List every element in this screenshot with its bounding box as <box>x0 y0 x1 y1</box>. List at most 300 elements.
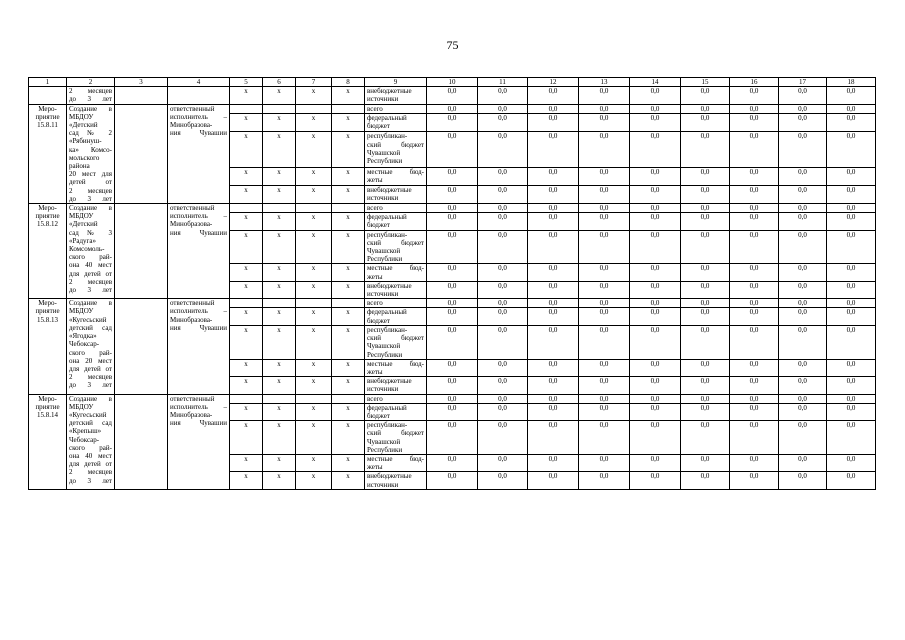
measure-id-cell: Меро- приятие 15.8.13 <box>29 299 67 394</box>
amount-cell: 0,0 <box>779 299 827 308</box>
amount-cell: 0,0 <box>427 230 478 264</box>
amount-cell: 0,0 <box>730 104 779 114</box>
amount-cell: 0,0 <box>630 472 681 489</box>
code-cell-x: х <box>332 454 365 471</box>
code-cell-x: х <box>332 421 365 455</box>
code-cell-x: х <box>332 308 365 325</box>
code-cell-x: х <box>332 281 365 298</box>
amount-cell: 0,0 <box>827 104 876 114</box>
amount-cell: 0,0 <box>779 394 827 403</box>
amount-cell: 0,0 <box>730 359 779 376</box>
amount-cell: 0,0 <box>779 403 827 420</box>
amount-cell: 0,0 <box>681 213 730 230</box>
code-cell-x: х <box>230 132 263 167</box>
amount-cell: 0,0 <box>478 403 528 420</box>
amount-cell: 0,0 <box>779 167 827 185</box>
amount-cell: 0,0 <box>579 421 630 455</box>
amount-cell: 0,0 <box>681 167 730 185</box>
amount-cell: 0,0 <box>579 264 630 281</box>
source-cell: республикан- ский бюджет Чувашской Республики <box>365 230 427 264</box>
code-cell-x: х <box>332 185 365 203</box>
amount-cell: 0,0 <box>827 325 876 359</box>
amount-cell: 0,0 <box>630 132 681 167</box>
source-cell: республикан- ский бюджет Чувашской Республики <box>365 132 427 167</box>
amount-cell: 0,0 <box>478 185 528 203</box>
executor-cell: ответственный исполнитель – Минобразова- ния Чувашии <box>168 394 230 489</box>
code-cell-x: х <box>230 359 263 376</box>
amount-cell: 0,0 <box>630 299 681 308</box>
code-cell-empty <box>263 394 296 403</box>
amount-cell: 0,0 <box>427 299 478 308</box>
executor-cell <box>168 87 230 104</box>
amount-cell: 0,0 <box>427 454 478 471</box>
amount-cell: 0,0 <box>730 308 779 325</box>
code-cell-x: х <box>332 359 365 376</box>
amount-cell: 0,0 <box>427 403 478 420</box>
code-cell-x: х <box>230 325 263 359</box>
amount-cell: 0,0 <box>528 230 579 264</box>
code-cell-empty <box>263 204 296 213</box>
amount-cell: 0,0 <box>779 325 827 359</box>
amount-cell: 0,0 <box>827 403 876 420</box>
amount-cell: 0,0 <box>630 230 681 264</box>
code-cell-x: х <box>230 114 263 132</box>
empty-cell <box>115 299 168 394</box>
source-cell: внебюджетные источники <box>365 281 427 298</box>
amount-cell: 0,0 <box>528 114 579 132</box>
code-cell-x: х <box>230 281 263 298</box>
amount-cell: 0,0 <box>427 394 478 403</box>
source-cell: внебюджетные источники <box>365 87 427 104</box>
code-cell-x: х <box>263 454 296 471</box>
code-cell-empty <box>263 299 296 308</box>
amount-cell: 0,0 <box>730 114 779 132</box>
column-header-8: 8 <box>332 78 365 87</box>
amount-cell: 0,0 <box>528 359 579 376</box>
amount-cell: 0,0 <box>579 403 630 420</box>
amount-cell: 0,0 <box>528 394 579 403</box>
code-cell-x: х <box>263 472 296 489</box>
page-number: 75 <box>446 38 459 52</box>
amount-cell: 0,0 <box>730 204 779 213</box>
amount-cell: 0,0 <box>478 394 528 403</box>
amount-cell: 0,0 <box>827 167 876 185</box>
amount-cell: 0,0 <box>827 394 876 403</box>
amount-cell: 0,0 <box>630 167 681 185</box>
amount-cell: 0,0 <box>827 359 876 376</box>
amount-cell: 0,0 <box>579 104 630 114</box>
code-cell-x: х <box>296 308 332 325</box>
empty-cell <box>115 204 168 299</box>
amount-cell: 0,0 <box>681 403 730 420</box>
amount-cell: 0,0 <box>478 454 528 471</box>
code-cell-x: х <box>263 377 296 394</box>
code-cell-x: х <box>296 213 332 230</box>
code-cell-x: х <box>296 87 332 104</box>
column-header-3: 3 <box>115 78 168 87</box>
column-header-15: 15 <box>681 78 730 87</box>
amount-cell: 0,0 <box>681 325 730 359</box>
amount-cell: 0,0 <box>779 359 827 376</box>
amount-cell: 0,0 <box>630 308 681 325</box>
amount-cell: 0,0 <box>427 87 478 104</box>
amount-cell: 0,0 <box>730 264 779 281</box>
amount-cell: 0,0 <box>630 281 681 298</box>
amount-cell: 0,0 <box>730 185 779 203</box>
code-cell-empty <box>332 204 365 213</box>
amount-cell: 0,0 <box>730 132 779 167</box>
code-cell-empty <box>263 104 296 114</box>
amount-cell: 0,0 <box>681 394 730 403</box>
measure-id-cell: Меро- приятие 15.8.12 <box>29 204 67 299</box>
amount-cell: 0,0 <box>779 104 827 114</box>
amount-cell: 0,0 <box>630 104 681 114</box>
amount-cell: 0,0 <box>528 377 579 394</box>
column-header-17: 17 <box>779 78 827 87</box>
amount-cell: 0,0 <box>478 472 528 489</box>
code-cell-empty <box>296 299 332 308</box>
amount-cell: 0,0 <box>427 377 478 394</box>
code-cell-x: х <box>263 213 296 230</box>
measure-id-cell: Меро- приятие 15.8.11 <box>29 104 67 203</box>
source-cell: всего <box>365 204 427 213</box>
amount-cell: 0,0 <box>579 87 630 104</box>
amount-cell: 0,0 <box>427 114 478 132</box>
code-cell-x: х <box>332 325 365 359</box>
measure-description-cell: Создание в МБДОУ «Детский сад № 2 «Рябинуш- ка» Комсо- мольского района 20 мест для детей от 2 месяцев до 3 лет <box>67 104 115 203</box>
column-header-12: 12 <box>528 78 579 87</box>
source-cell: всего <box>365 394 427 403</box>
executor-cell: ответственный исполнитель – Минобразова- ния Чувашии <box>168 204 230 299</box>
amount-cell: 0,0 <box>579 454 630 471</box>
amount-cell: 0,0 <box>478 325 528 359</box>
column-header-11: 11 <box>478 78 528 87</box>
code-cell-x: х <box>263 87 296 104</box>
amount-cell: 0,0 <box>528 132 579 167</box>
code-cell-x: х <box>296 185 332 203</box>
amount-cell: 0,0 <box>478 114 528 132</box>
code-cell-x: х <box>332 87 365 104</box>
amount-cell: 0,0 <box>579 299 630 308</box>
code-cell-empty <box>230 299 263 308</box>
amount-cell: 0,0 <box>478 264 528 281</box>
amount-cell: 0,0 <box>779 472 827 489</box>
code-cell-x: х <box>263 325 296 359</box>
amount-cell: 0,0 <box>579 204 630 213</box>
amount-cell: 0,0 <box>579 132 630 167</box>
amount-cell: 0,0 <box>478 87 528 104</box>
source-cell: всего <box>365 104 427 114</box>
code-cell-x: х <box>263 230 296 264</box>
code-cell-x: х <box>332 167 365 185</box>
amount-cell: 0,0 <box>630 185 681 203</box>
column-header-18: 18 <box>827 78 876 87</box>
amount-cell: 0,0 <box>827 299 876 308</box>
amount-cell: 0,0 <box>681 132 730 167</box>
table-row <box>29 299 876 308</box>
amount-cell: 0,0 <box>427 167 478 185</box>
amount-cell: 0,0 <box>579 325 630 359</box>
amount-cell: 0,0 <box>681 377 730 394</box>
amount-cell: 0,0 <box>779 132 827 167</box>
column-header-9: 9 <box>365 78 427 87</box>
amount-cell: 0,0 <box>478 299 528 308</box>
amount-cell: 0,0 <box>779 87 827 104</box>
amount-cell: 0,0 <box>779 213 827 230</box>
amount-cell: 0,0 <box>681 185 730 203</box>
amount-cell: 0,0 <box>579 472 630 489</box>
code-cell-x: х <box>263 308 296 325</box>
code-cell-x: х <box>332 132 365 167</box>
amount-cell: 0,0 <box>827 281 876 298</box>
amount-cell: 0,0 <box>827 114 876 132</box>
amount-cell: 0,0 <box>579 308 630 325</box>
amount-cell: 0,0 <box>427 264 478 281</box>
amount-cell: 0,0 <box>827 454 876 471</box>
code-cell-x: х <box>332 114 365 132</box>
code-cell-x: х <box>230 403 263 420</box>
executor-cell: ответственный исполнитель – Минобразова- ния Чувашии <box>168 104 230 203</box>
source-cell: внебюджетные источники <box>365 377 427 394</box>
amount-cell: 0,0 <box>681 104 730 114</box>
source-cell: местные бюд- жеты <box>365 454 427 471</box>
amount-cell: 0,0 <box>779 308 827 325</box>
code-cell-x: х <box>230 377 263 394</box>
code-cell-x: х <box>230 454 263 471</box>
amount-cell: 0,0 <box>827 204 876 213</box>
code-cell-x: х <box>230 472 263 489</box>
amount-cell: 0,0 <box>630 325 681 359</box>
code-cell-x: х <box>296 167 332 185</box>
amount-cell: 0,0 <box>528 308 579 325</box>
amount-cell: 0,0 <box>827 185 876 203</box>
amount-cell: 0,0 <box>427 204 478 213</box>
source-cell: республикан- ский бюджет Чувашской Республики <box>365 421 427 455</box>
amount-cell: 0,0 <box>827 264 876 281</box>
amount-cell: 0,0 <box>528 204 579 213</box>
amount-cell: 0,0 <box>528 403 579 420</box>
table-row <box>29 394 876 403</box>
amount-cell: 0,0 <box>681 281 730 298</box>
amount-cell: 0,0 <box>681 308 730 325</box>
source-cell: всего <box>365 299 427 308</box>
amount-cell: 0,0 <box>681 264 730 281</box>
amount-cell: 0,0 <box>478 421 528 455</box>
amount-cell: 0,0 <box>427 213 478 230</box>
empty-cell <box>115 87 168 104</box>
code-cell-x: х <box>296 472 332 489</box>
amount-cell: 0,0 <box>681 114 730 132</box>
amount-cell: 0,0 <box>427 359 478 376</box>
amount-cell: 0,0 <box>478 213 528 230</box>
source-cell: внебюджетные источники <box>365 185 427 203</box>
amount-cell: 0,0 <box>630 264 681 281</box>
measure-description-cell: Создание в МБДОУ «Кугесьский детский сад «Ягодка» Чебоксар- ского рай- она 20 мест для детей от 2 месяцев до 3 лет <box>67 299 115 394</box>
amount-cell: 0,0 <box>630 359 681 376</box>
amount-cell: 0,0 <box>579 230 630 264</box>
amount-cell: 0,0 <box>478 308 528 325</box>
amount-cell: 0,0 <box>528 185 579 203</box>
code-cell-x: х <box>230 264 263 281</box>
measure-description-cell: Создание в МБДОУ «Детский сад № 3 «Радуга» Комсомоль- ского рай- она 40 мест для детей от 2 месяцев до 3 лет <box>67 204 115 299</box>
source-cell: местные бюд- жеты <box>365 167 427 185</box>
code-cell-x: х <box>296 281 332 298</box>
amount-cell: 0,0 <box>579 359 630 376</box>
code-cell-x: х <box>263 167 296 185</box>
code-cell-x: х <box>332 213 365 230</box>
table-row <box>29 204 876 213</box>
amount-cell: 0,0 <box>827 308 876 325</box>
code-cell-empty <box>296 394 332 403</box>
measure-description-cell: 2 месяцев до 3 лет <box>67 87 115 104</box>
code-cell-x: х <box>296 454 332 471</box>
amount-cell: 0,0 <box>730 472 779 489</box>
amount-cell: 0,0 <box>779 421 827 455</box>
amount-cell: 0,0 <box>827 421 876 455</box>
amount-cell: 0,0 <box>630 213 681 230</box>
program-table <box>28 77 876 490</box>
source-cell: местные бюд- жеты <box>365 359 427 376</box>
amount-cell: 0,0 <box>630 377 681 394</box>
source-cell: местные бюд- жеты <box>365 264 427 281</box>
amount-cell: 0,0 <box>478 167 528 185</box>
amount-cell: 0,0 <box>827 87 876 104</box>
amount-cell: 0,0 <box>681 472 730 489</box>
amount-cell: 0,0 <box>827 132 876 167</box>
column-header-1: 1 <box>29 78 67 87</box>
amount-cell: 0,0 <box>730 325 779 359</box>
code-cell-empty <box>332 104 365 114</box>
code-cell-x: х <box>296 114 332 132</box>
column-header-10: 10 <box>427 78 478 87</box>
amount-cell: 0,0 <box>528 325 579 359</box>
amount-cell: 0,0 <box>730 454 779 471</box>
amount-cell: 0,0 <box>579 394 630 403</box>
amount-cell: 0,0 <box>681 359 730 376</box>
amount-cell: 0,0 <box>779 204 827 213</box>
code-cell-x: х <box>296 230 332 264</box>
amount-cell: 0,0 <box>427 472 478 489</box>
column-header-16: 16 <box>730 78 779 87</box>
amount-cell: 0,0 <box>579 114 630 132</box>
measure-description-cell: Создание в МБДОУ «Кугесьский детский сад «Крепыш» Чебоксар- ского рай- она 40 мест для детей от 2 месяцев до 3 лет <box>67 394 115 489</box>
measure-id-cell: Меро- приятие 15.8.14 <box>29 394 67 489</box>
amount-cell: 0,0 <box>478 377 528 394</box>
code-cell-x: х <box>332 377 365 394</box>
code-cell-x: х <box>332 264 365 281</box>
amount-cell: 0,0 <box>528 299 579 308</box>
amount-cell: 0,0 <box>427 325 478 359</box>
amount-cell: 0,0 <box>427 185 478 203</box>
column-header-13: 13 <box>579 78 630 87</box>
amount-cell: 0,0 <box>630 204 681 213</box>
amount-cell: 0,0 <box>681 87 730 104</box>
column-header-4: 4 <box>168 78 230 87</box>
source-cell: федеральный бюджет <box>365 403 427 420</box>
amount-cell: 0,0 <box>779 281 827 298</box>
amount-cell: 0,0 <box>579 213 630 230</box>
code-cell-x: х <box>263 185 296 203</box>
amount-cell: 0,0 <box>681 204 730 213</box>
table-row <box>29 87 876 104</box>
amount-cell: 0,0 <box>478 281 528 298</box>
amount-cell: 0,0 <box>528 472 579 489</box>
amount-cell: 0,0 <box>730 87 779 104</box>
code-cell-x: х <box>263 281 296 298</box>
amount-cell: 0,0 <box>528 421 579 455</box>
amount-cell: 0,0 <box>528 167 579 185</box>
amount-cell: 0,0 <box>528 213 579 230</box>
table-body <box>29 87 876 490</box>
amount-cell: 0,0 <box>827 213 876 230</box>
amount-cell: 0,0 <box>579 167 630 185</box>
amount-cell: 0,0 <box>730 394 779 403</box>
code-cell-x: х <box>296 421 332 455</box>
amount-cell: 0,0 <box>427 308 478 325</box>
code-cell-x: х <box>296 359 332 376</box>
amount-cell: 0,0 <box>579 281 630 298</box>
amount-cell: 0,0 <box>730 421 779 455</box>
code-cell-empty <box>230 204 263 213</box>
code-cell-empty <box>332 299 365 308</box>
amount-cell: 0,0 <box>779 377 827 394</box>
code-cell-empty <box>296 204 332 213</box>
amount-cell: 0,0 <box>427 281 478 298</box>
code-cell-empty <box>230 394 263 403</box>
amount-cell: 0,0 <box>681 230 730 264</box>
code-cell-x: х <box>296 325 332 359</box>
amount-cell: 0,0 <box>779 230 827 264</box>
amount-cell: 0,0 <box>478 132 528 167</box>
column-header-6: 6 <box>263 78 296 87</box>
code-cell-x: х <box>296 377 332 394</box>
amount-cell: 0,0 <box>630 87 681 104</box>
amount-cell: 0,0 <box>427 132 478 167</box>
amount-cell: 0,0 <box>478 204 528 213</box>
amount-cell: 0,0 <box>730 403 779 420</box>
code-cell-x: х <box>296 403 332 420</box>
amount-cell: 0,0 <box>427 104 478 114</box>
code-cell-empty <box>230 104 263 114</box>
amount-cell: 0,0 <box>630 394 681 403</box>
empty-cell <box>115 394 168 489</box>
amount-cell: 0,0 <box>528 281 579 298</box>
amount-cell: 0,0 <box>730 281 779 298</box>
code-cell-x: х <box>230 421 263 455</box>
amount-cell: 0,0 <box>579 377 630 394</box>
amount-cell: 0,0 <box>681 454 730 471</box>
code-cell-x: х <box>230 167 263 185</box>
amount-cell: 0,0 <box>478 230 528 264</box>
code-cell-x: х <box>296 264 332 281</box>
amount-cell: 0,0 <box>427 421 478 455</box>
code-cell-x: х <box>230 185 263 203</box>
amount-cell: 0,0 <box>528 104 579 114</box>
amount-cell: 0,0 <box>630 421 681 455</box>
code-cell-x: х <box>263 421 296 455</box>
amount-cell: 0,0 <box>730 213 779 230</box>
amount-cell: 0,0 <box>730 230 779 264</box>
table-row <box>29 104 876 114</box>
column-header-2: 2 <box>67 78 115 87</box>
code-cell-x: х <box>263 403 296 420</box>
code-cell-x: х <box>230 230 263 264</box>
code-cell-x: х <box>263 359 296 376</box>
measure-id-cell <box>29 87 67 104</box>
source-cell: федеральный бюджет <box>365 308 427 325</box>
amount-cell: 0,0 <box>827 230 876 264</box>
code-cell-x: х <box>263 114 296 132</box>
